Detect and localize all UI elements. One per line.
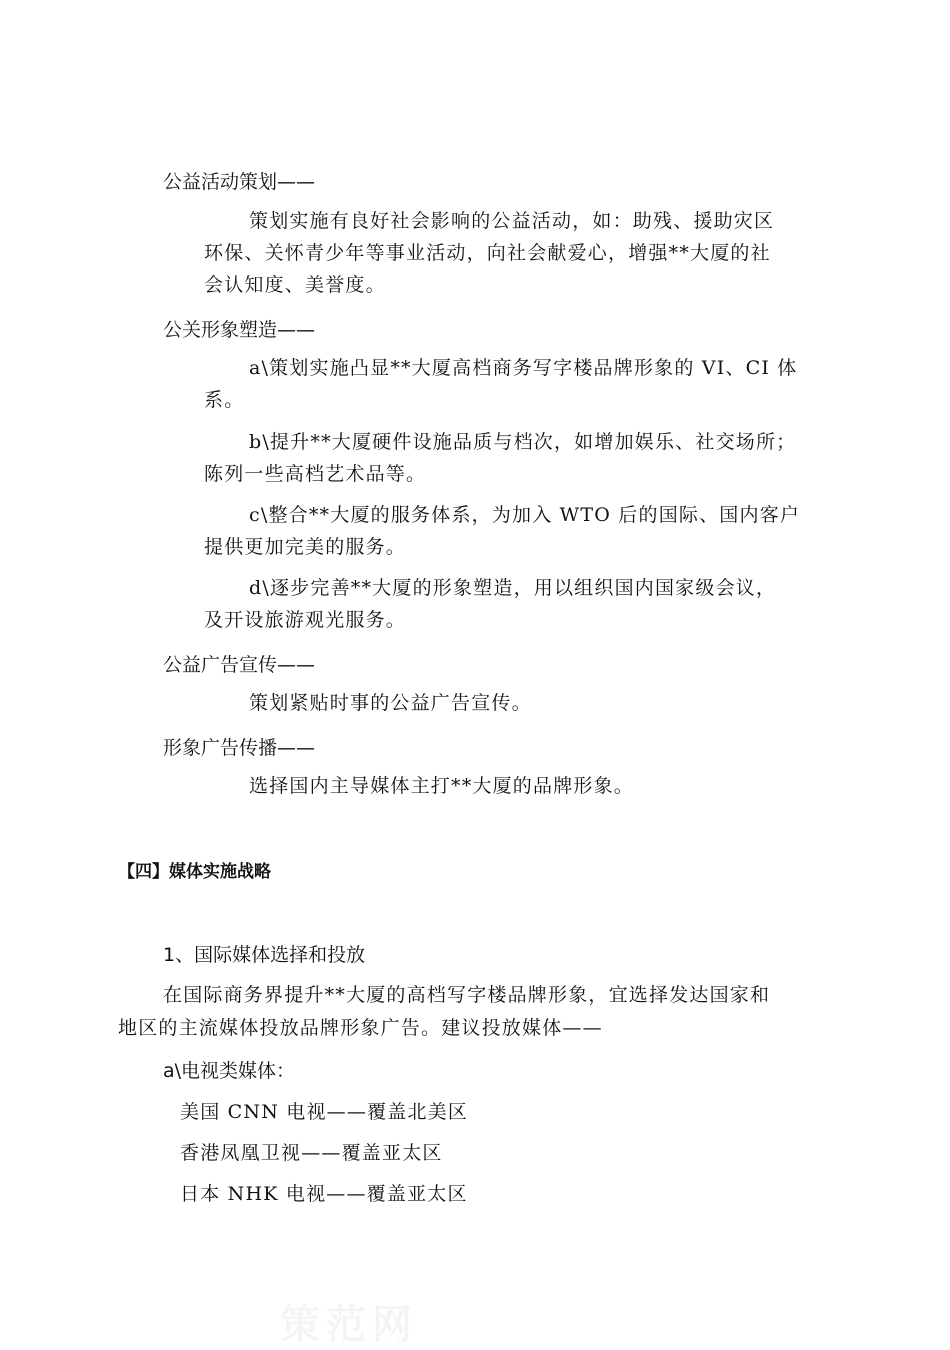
watermark: 策范网 xyxy=(280,1301,418,1348)
heading-pr-image: 公关形象塑造—— xyxy=(163,319,316,341)
section-title: 【四】媒体实施战略 xyxy=(118,862,271,882)
heading-public-ad: 公益广告宣传—— xyxy=(163,654,316,676)
heading-public-welfare: 公益活动策划—— xyxy=(163,171,316,193)
list-item-a-line1: a\策划实施凸显**大厦高档商务写字楼品牌形象的 VI、CI 体 xyxy=(249,357,798,379)
paragraph-line: 在国际商务界提升**大厦的高档写字楼品牌形象，宜选择发达国家和 xyxy=(163,984,771,1006)
list-item-b-line2: 陈列一些高档艺术品等。 xyxy=(204,463,427,485)
list-item-d-line1: d\逐步完善**大厦的形象塑造，用以组织国内国家级会议， xyxy=(249,577,777,599)
paragraph-line: 策划紧贴时事的公益广告宣传。 xyxy=(249,692,532,714)
list-item-c-line2: 提供更加完美的服务。 xyxy=(204,536,407,558)
heading-image-ad: 形象广告传播—— xyxy=(163,737,316,759)
list-item-a-line2: 系。 xyxy=(204,389,245,411)
list-item-b-line1: b\提升**大厦硬件设施品质与档次，如增加娱乐、社交场所； xyxy=(249,431,797,453)
list-item: 香港凤凰卫视——覆盖亚太区 xyxy=(180,1142,443,1164)
paragraph-line: 会认知度、美誉度。 xyxy=(204,274,386,296)
tv-media-heading: a\电视类媒体： xyxy=(163,1060,296,1082)
paragraph-line: 环保、关怀青少年等事业活动，向社会献爱心，增强**大厦的社 xyxy=(204,242,771,264)
subsection-heading: 1、国际媒体选择和投放 xyxy=(163,944,366,966)
list-item: 美国 CNN 电视——覆盖北美区 xyxy=(180,1101,469,1123)
paragraph-line: 地区的主流媒体投放品牌形象广告。建议投放媒体—— xyxy=(118,1017,603,1039)
list-item: 日本 NHK 电视——覆盖亚太区 xyxy=(180,1183,468,1205)
paragraph-line: 策划实施有良好社会影响的公益活动，如：助残、援助灾区 xyxy=(249,210,775,232)
list-item-d-line2: 及开设旅游观光服务。 xyxy=(204,609,407,631)
list-item-c-line1: c\整合**大厦的服务体系，为加入 WTO 后的国际、国内客户 xyxy=(249,504,801,526)
paragraph-line: 选择国内主导媒体主打**大厦的品牌形象。 xyxy=(249,775,635,797)
